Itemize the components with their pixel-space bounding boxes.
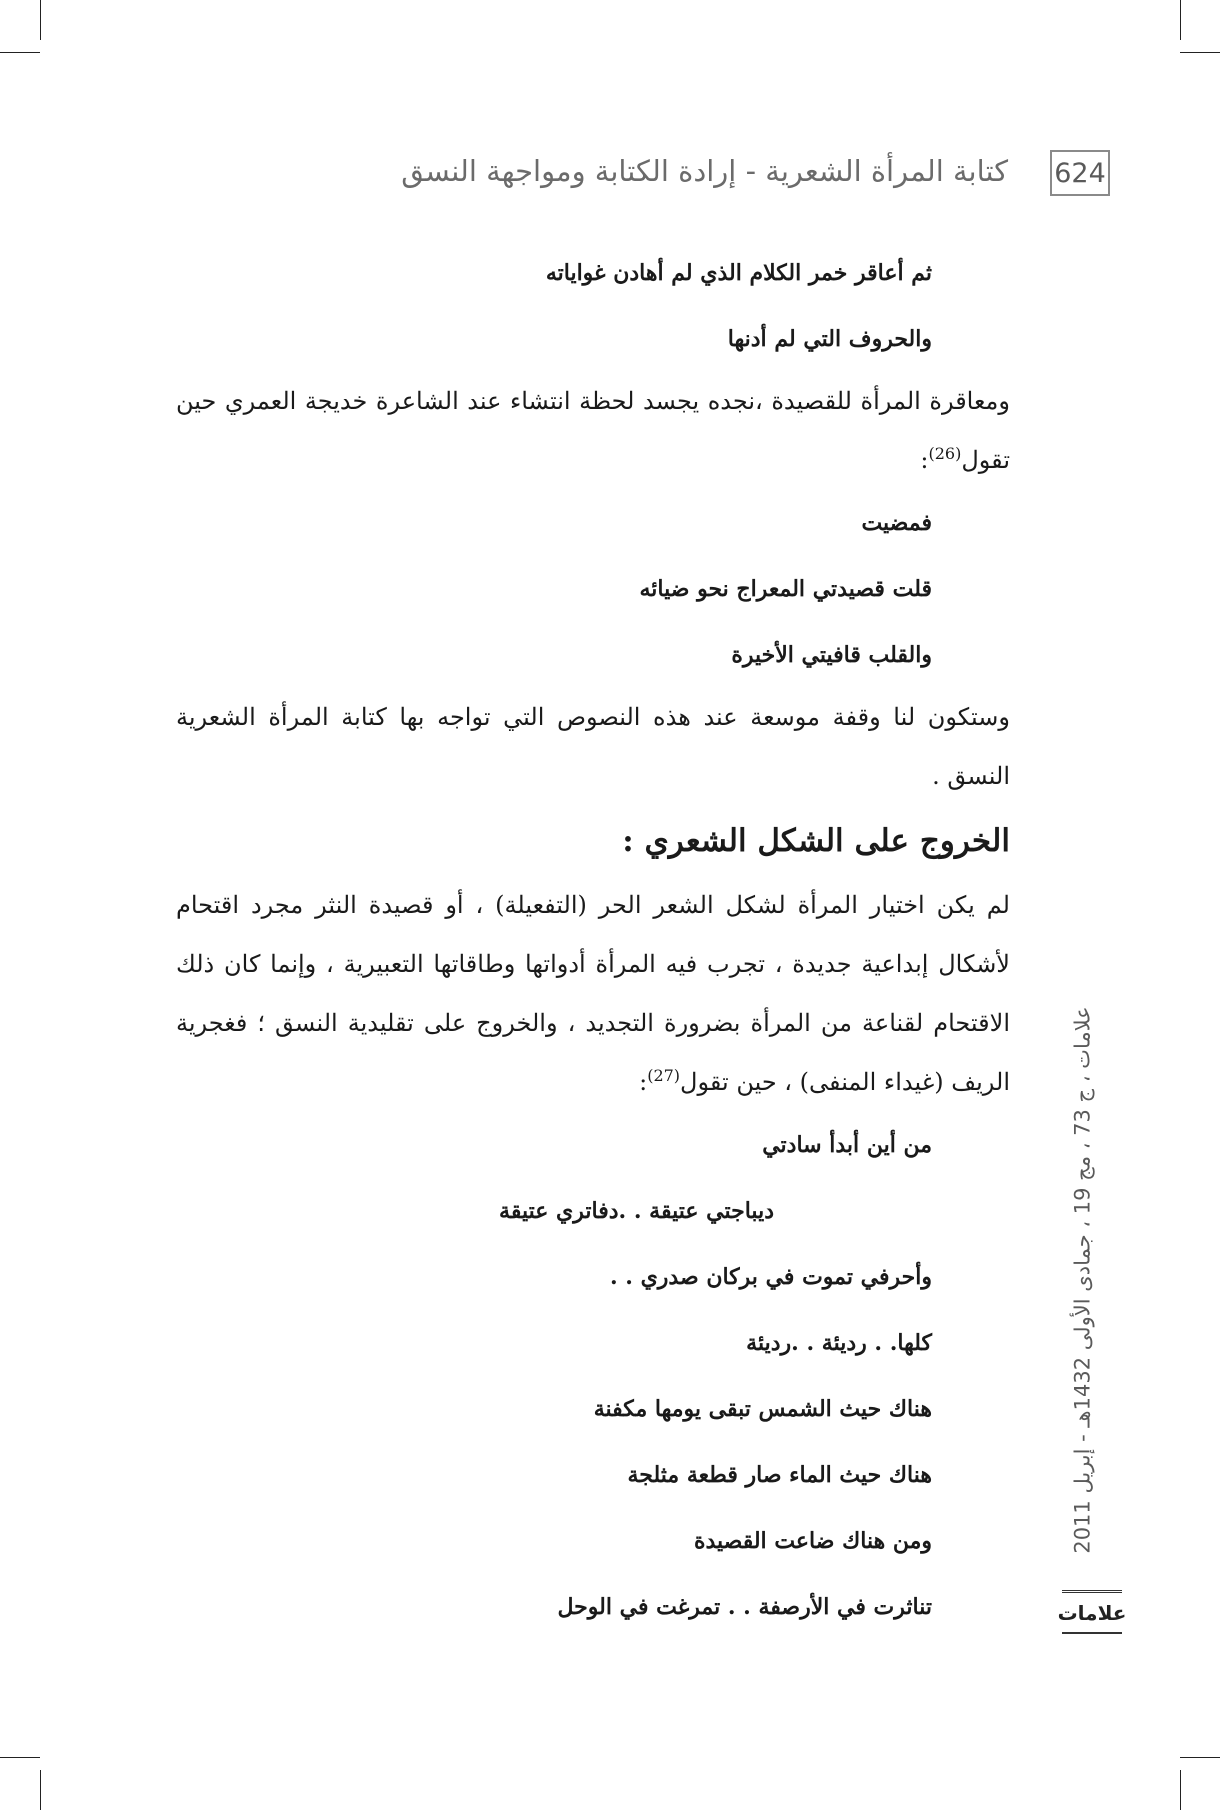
verse-line: ديباجتي عتيقة . .دفاتري عتيقة [499,1198,774,1224]
verse-line: تناثرت في الأرصفة . . تمرغت في الوحل [557,1594,932,1620]
verse-line: ومن هناك ضاعت القصيدة [693,1528,932,1554]
crop-mark [40,0,41,40]
verse-line: قلت قصيدتي المعراج نحو ضيائه [639,576,932,602]
verse-line: والقلب قافيتي الأخيرة [731,642,932,668]
verse-line: ثم أعاقر خمر الكلام الذي لم أهادن غواياته [545,260,932,286]
verse-line: فمضيت [861,510,932,536]
paragraph-text: : [639,1068,648,1096]
paragraph-text: لم يكن اختيار المرأة لشكل الشعر الحر (التفعيلة) ، أو قصيدة النثر مجرد اقتحام لأشكال إبداعية جديدة ، تجرب فيه المرأة أدواتها وطاقاتها التعبيرية ، وإنما كان ذلك الاقتحام لقناعة من المرأة بضرورة التجديد ، والخروج على تقليدية النسق ؛ فغجرية الريف (غيداء المنفى) ، حين تقول [176,891,1010,1096]
crop-mark [1180,1757,1220,1758]
verse-line: هناك حيث الشمس تبقى يومها مكفنة [593,1396,932,1422]
crop-mark [0,52,40,53]
paragraph [176,876,1010,1112]
crop-mark [1180,0,1181,40]
crop-mark [1180,1770,1181,1810]
footnote-ref: (26) [928,444,962,463]
verse-line: هناك حيث الماء صار قطعة مثلجة [627,1462,932,1488]
journal-logo [1057,1590,1127,1634]
page-number: 624 [1050,150,1110,196]
crop-mark [40,1770,41,1810]
journal-logo-text: علامات [1057,1600,1127,1625]
article-body [176,240,1010,1640]
section-heading: الخروج على الشكل الشعري : [622,823,1010,859]
verse-line: وأحرفي تموت في بركان صدري . . [609,1264,932,1290]
running-header [330,150,1118,202]
footnote-ref: (27) [647,1066,681,1085]
verse-line: من أين أبدأ سادتي [762,1132,932,1158]
paragraph-text: : [920,446,929,474]
paragraph [176,372,1010,490]
verse-line: والحروف التي لم أدنها [727,326,932,352]
paragraph: وستكون لنا وقفة موسعة عند هذه النصوص التي تواجه بها كتابة المرأة الشعرية النسق . [176,703,1010,790]
crop-mark [1180,52,1220,53]
journal-info [1063,960,1103,1600]
paragraph-text: ومعاقرة المرأة للقصيدة ،نجده يجسد لحظة انتشاء عند الشاعرة خديجة العمري حين تقول [176,387,1010,474]
running-title: كتابة المرأة الشعرية - إرادة الكتابة ومواجهة النسق [401,154,1008,188]
crop-mark [0,1757,40,1758]
journal-info-text: علامات ، ج 73 ، مج 19 ، جمادى الأولى 1432هـ - إبريل 2011 [1071,1006,1095,1554]
verse-line: كلها. . رديئة . .رديئة [746,1330,932,1356]
